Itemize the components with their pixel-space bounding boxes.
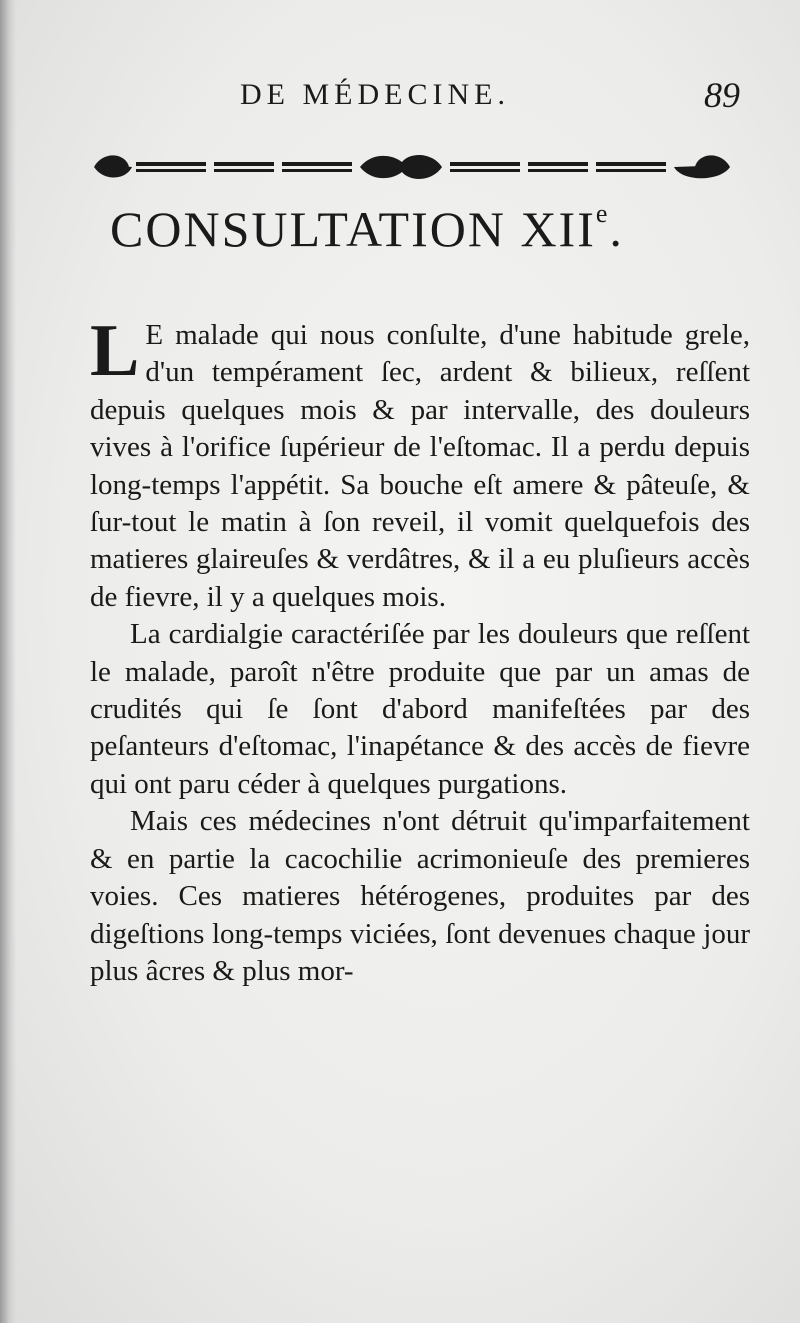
drop-cap: L — [90, 310, 140, 392]
heading-suffix: . — [609, 201, 624, 257]
body-text — [90, 310, 750, 990]
paragraph-2-text: La cardialgie caractériſée par les douleurs que reſſent le malade, paroît n'être produite que par un amas de crudités qui ſe ſont d'abord manifeſtées par des peſanteurs d'eſtomac, l'inapétance & des accès de fievre qui ont paru céder à quelques purgations. — [90, 618, 750, 800]
running-title: DE MÉDECINE. — [240, 78, 510, 111]
decorative-head-rule-icon — [92, 146, 732, 188]
consultation-heading — [110, 200, 730, 258]
heading-superscript: e — [595, 199, 610, 229]
running-head — [240, 72, 740, 120]
heading-text: CONSULTATION XII — [110, 201, 596, 257]
paragraph-3 — [90, 803, 750, 990]
page-number: 89 — [704, 75, 740, 115]
paragraph-3-text: Mais ces médecines n'ont détruit qu'imparfaitement & en partie la cacochilie acrimonieuſe des premieres voies. Ces matieres hétérogenes, produites par des digeſtions long-temps viciées, ſont devenues chaque jour plus âcres & plus mor- — [90, 805, 750, 987]
paragraph-1 — [90, 310, 750, 616]
paragraph-2 — [90, 616, 750, 803]
page-gutter-shadow — [0, 0, 16, 1323]
paragraph-1-text: E malade qui nous conſulte, d'une habitude grele, d'un tempérament ſec, ardent & bilieux, reſſent depuis quelques mois & par intervalle, des douleurs vives à l'orifice ſupérieur de l'eſtomac. Il a perdu depuis long-temps l'appétit. Sa bouche eſt amere & pâteuſe, & ſur-tout le matin à ſon reveil, il vomit quelquefois des matieres glaireuſes & verdâtres, & il a eu pluſieurs accès de fievre, il y a quelques mois. — [90, 319, 750, 613]
